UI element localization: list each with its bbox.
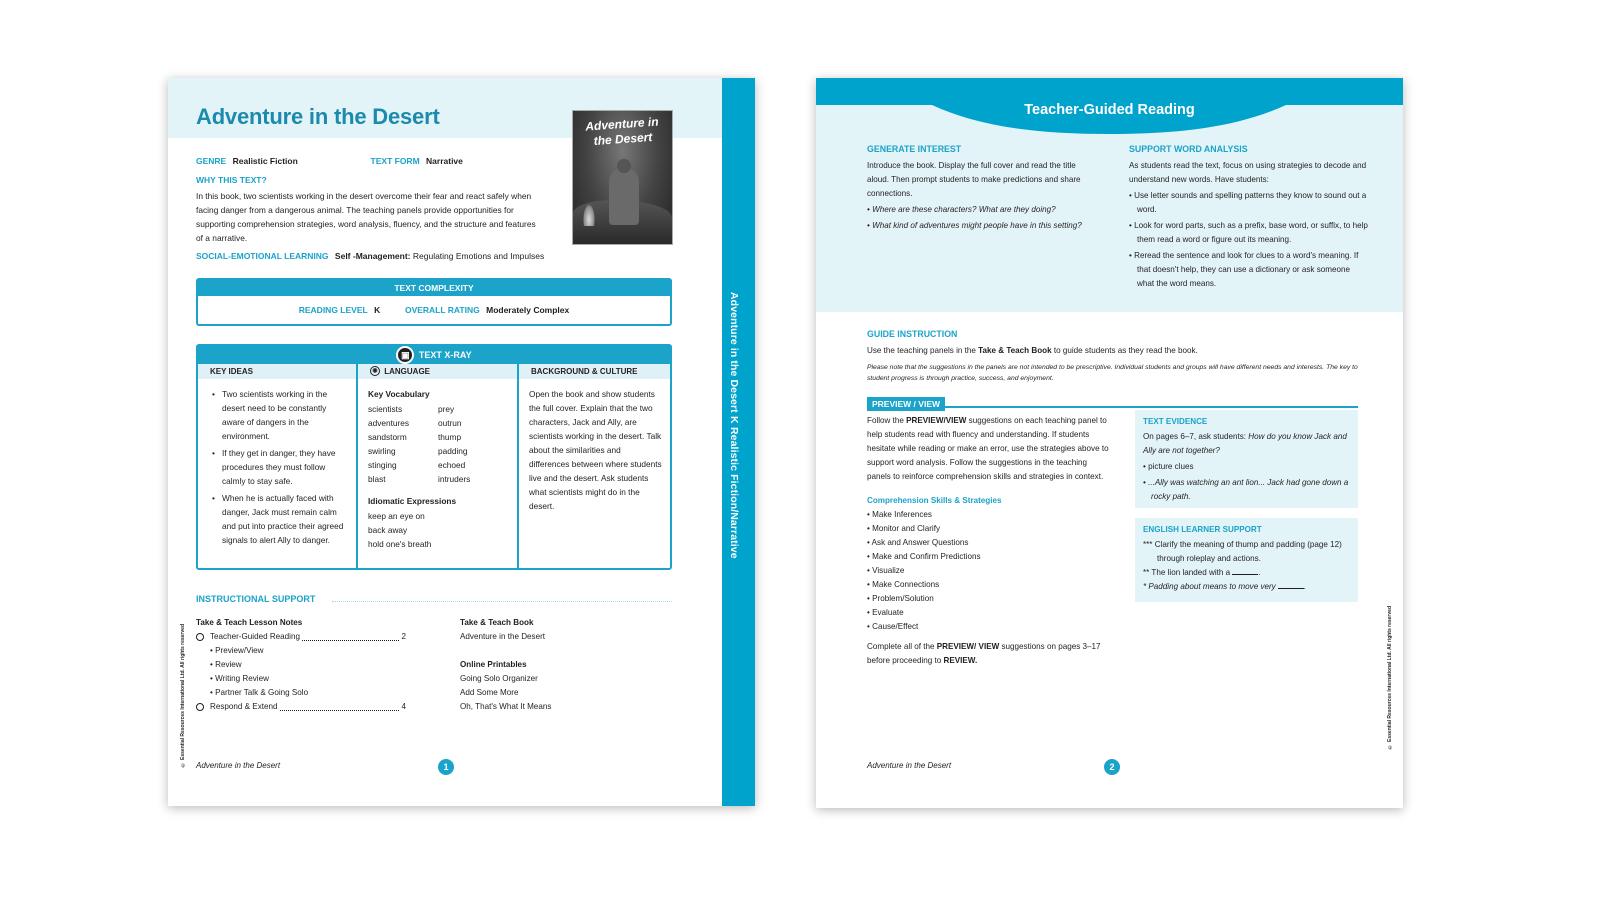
word-analysis-list	[1129, 189, 1369, 291]
vocab-word: scientists	[368, 404, 403, 414]
list-item: • Two scientists working in the desert need to be constantly aware of dangers in the environment.	[208, 387, 348, 443]
page-1	[168, 78, 755, 806]
text-evidence-heading: TEXT EVIDENCE	[1143, 417, 1208, 426]
text-evidence-box	[1135, 410, 1358, 508]
el-support-heading: ENGLISH LEARNER SUPPORT	[1143, 525, 1262, 534]
guide-instruction-body	[867, 344, 1367, 358]
footer-book-title: Adventure in the Desert	[196, 761, 281, 770]
fill-in-blank	[1232, 574, 1258, 575]
vocab-word: padding	[438, 446, 468, 456]
generate-interest-heading: GENERATE INTEREST	[867, 144, 962, 154]
key-ideas-column	[198, 364, 358, 568]
list-item: • When he is actually faced with danger, Jack must remain calm and put into practice their agreed signals to alert Ally to danger.	[208, 491, 348, 547]
level-mark: *	[1143, 582, 1147, 591]
page-title: Adventure in the Desert	[196, 104, 440, 129]
text-evidence-list	[1143, 460, 1350, 504]
text-italic: How do you know Jack and Ally are not together?	[1143, 432, 1347, 455]
vocab-word: outrun	[438, 418, 462, 428]
text: to guide students as they read the book.	[1051, 346, 1198, 355]
side-tab	[722, 78, 755, 806]
side-tab-text	[728, 292, 740, 558]
list-item: • Reread the sentence and look for clues to a word's meaning. If that doesn't help, they can use a dictionary or ask someone what the word means.	[1129, 249, 1369, 291]
text: suggestions on each teaching panel to help students read with fluency and understanding. If students hesitate while reading or make an error, use the strategies above to support word analysis. Follow the suggestions in the teaching panels to reinforce comprehension skills and strategies in context.	[867, 416, 1109, 481]
toc-page-number: 4	[401, 702, 406, 711]
vocab-word: echoed	[438, 460, 466, 470]
language-header	[358, 364, 517, 379]
printable-item[interactable]: Oh, That's What It Means	[460, 702, 552, 711]
overall-rating-label: OVERALL RATING	[404, 305, 480, 315]
list-item: • Where are these characters? What are they doing?	[867, 203, 1095, 217]
list-item: • ...Ally was watching an ant lion... Jack had gone down a rocky path.	[1143, 476, 1350, 504]
online-printables-heading: Online Printables	[460, 660, 527, 669]
checkbox-circle-icon	[196, 703, 204, 711]
text: Clarify the meaning of thump and padding (page 12) through roleplay and actions.	[1154, 540, 1342, 563]
cover-title	[572, 114, 673, 151]
text-form-value: Narrative	[426, 156, 463, 166]
why-this-text-heading: WHY THIS TEXT?	[196, 175, 267, 185]
preview-view-tag: PREVIEW / VIEW	[867, 397, 945, 411]
toc-sub-item: • Preview/View	[196, 644, 406, 658]
text-form-label: TEXT FORM	[370, 156, 420, 166]
book-and-printables	[460, 616, 660, 714]
fill-in-blank	[1278, 588, 1304, 589]
toc-item-respond-extend[interactable]	[196, 700, 406, 714]
list-item: • Monitor and Clarify	[867, 522, 1111, 536]
toc-page-number: 2	[401, 632, 406, 641]
list-item: • Visualize	[867, 564, 1111, 578]
idiom: back away	[368, 525, 408, 535]
text-complexity-values	[198, 296, 670, 324]
english-learner-support-box	[1135, 518, 1358, 602]
text: Padding about means to move very	[1148, 582, 1276, 591]
reading-level-value: K	[374, 305, 381, 315]
language-column	[358, 364, 519, 568]
sel-row	[196, 251, 544, 261]
book-icon: ▣	[396, 346, 414, 364]
list-item: • Make Inferences	[867, 508, 1111, 522]
genre-label: GENRE	[196, 156, 227, 166]
key-ideas-list	[208, 387, 348, 547]
list-item: • Use letter sounds and spelling patterns they know to sound out a word.	[1129, 189, 1369, 217]
comprehension-skills-list	[867, 508, 1111, 634]
text: The lion landed with a	[1151, 568, 1231, 577]
vocab-word: stinging	[368, 460, 397, 470]
list-item: • Make and Confirm Predictions	[867, 550, 1111, 564]
why-this-text-body: In this book, two scientists working in the desert overcome their fear and react safely when facing danger from a dangerous animal. The teaching panels provide opportunities for supporting comprehension strategies, word analysis, fluency, and the structure and features of a narrative.	[196, 191, 536, 243]
guide-instruction-section	[867, 327, 1367, 384]
page-number-badge: 1	[438, 759, 454, 775]
list-item: • Cause/Effect	[867, 620, 1111, 634]
key-vocabulary-heading: Key Vocabulary	[368, 389, 430, 399]
background-culture-column	[519, 364, 670, 568]
text-xray-title: TEXT X-RAY	[418, 350, 472, 360]
key-ideas-header: KEY IDEAS	[198, 364, 356, 379]
toc-label: Teacher-Guided Reading	[210, 632, 300, 641]
page-title: Teacher-Guided Reading	[1024, 102, 1195, 118]
toc-sub-item: • Partner Talk & Going Solo	[196, 686, 406, 700]
guide-instruction-note: Please note that the suggestions in the panels are not intended to be prescriptive. Individual students and groups will have different needs and interests. The key to student progress is through practice, success, and enjoyment.	[867, 364, 1358, 382]
overall-rating-value: Moderately Complex	[486, 305, 570, 315]
dotted-divider	[332, 601, 672, 602]
language-header-label: LANGUAGE	[384, 367, 431, 376]
text-xray-heading	[198, 346, 670, 364]
text: Follow the	[867, 416, 907, 425]
complete-instruction	[867, 640, 1111, 668]
cover-title-line-1: Adventure in	[584, 114, 660, 134]
sel-value-bold: Self -Management:	[334, 251, 411, 261]
language-icon: ◉	[370, 366, 380, 376]
footer-book-title: Adventure in the Desert	[867, 761, 952, 770]
el-support-line-1	[1143, 538, 1350, 566]
text: On pages 6–7, ask students:	[1143, 432, 1249, 441]
toc-sub-item: • Writing Review	[196, 672, 406, 686]
list-item: • Problem/Solution	[867, 592, 1111, 606]
book-cover-image	[572, 110, 673, 245]
list-item: • What kind of adventures might people have in this setting?	[867, 219, 1095, 233]
toc-item-teacher-guided-reading[interactable]	[196, 630, 406, 644]
take-teach-book-name: Adventure in the Desert	[460, 632, 546, 641]
side-tab-title: Adventure in the Desert	[728, 292, 740, 413]
copyright-notice: © Essential Resources International Ltd. All rights reserved	[1387, 606, 1393, 750]
background-culture-header: BACKGROUND & CULTURE	[519, 364, 670, 379]
text-complexity-box	[196, 278, 672, 326]
text: Complete all of the	[867, 642, 937, 651]
list-item: • If they get in danger, they have procedures they must follow calmly to stay safe.	[208, 446, 348, 488]
text-bold: PREVIEW/ VIEW	[936, 642, 1000, 651]
text: Use the teaching panels in the	[867, 346, 979, 355]
guide-instruction-heading: GUIDE INSTRUCTION	[867, 329, 958, 339]
preview-view-section	[867, 414, 1111, 668]
vocab-word: sandstorm	[368, 432, 407, 442]
lesson-notes-heading: Take & Teach Lesson Notes	[196, 618, 303, 627]
side-tab-level: K	[728, 415, 740, 424]
cover-title-line-2: the Desert	[593, 129, 653, 149]
text: suggestions on pages 3–17 before proceeding to	[867, 642, 1101, 665]
text-complexity-heading: TEXT COMPLEXITY	[198, 280, 670, 296]
vocab-word: thump	[438, 432, 462, 442]
cover-figure-head	[617, 159, 631, 173]
generate-interest-list	[867, 203, 1095, 233]
take-teach-book-heading: Take & Teach Book	[460, 618, 534, 627]
vocab-word: adventures	[368, 418, 410, 428]
genre-row	[196, 156, 463, 166]
preview-view-body	[867, 414, 1111, 484]
word-analysis-heading: SUPPORT WORD ANALYSIS	[1129, 144, 1248, 154]
sel-label: SOCIAL-EMOTIONAL LEARNING	[196, 251, 329, 261]
idiomatic-expressions-heading: Idiomatic Expressions	[368, 496, 457, 506]
list-item: • Evaluate	[867, 606, 1111, 620]
side-tab-genre: Realistic Fiction/Narrative	[728, 426, 740, 559]
checkbox-circle-icon	[196, 633, 204, 641]
list-item: • picture clues	[1143, 460, 1350, 474]
text-bold: PREVIEW/VIEW	[906, 416, 967, 425]
instructional-support-heading: INSTRUCTIONAL SUPPORT	[196, 594, 316, 604]
idiom: keep an eye on	[368, 511, 425, 521]
list-item: • Ask and Answer Questions	[867, 536, 1111, 550]
level-mark: **	[1143, 568, 1150, 577]
text-bold: Take & Teach Book	[978, 346, 1052, 355]
genre-value: Realistic Fiction	[232, 156, 298, 166]
vocab-word: prey	[438, 404, 455, 414]
vocabulary-grid	[368, 402, 509, 486]
sel-value: Regulating Emotions and Impulses	[412, 251, 545, 261]
printable-item[interactable]: Going Solo Organizer	[460, 674, 538, 683]
vocab-word: intruders	[438, 474, 471, 484]
text-evidence-prompt	[1143, 430, 1350, 458]
background-culture-text: Open the book and show students the full cover. Explain that the two characters, Jack and Ally, are scientists working in the desert. Talk about the similarities and differences between where students live and the desert. Ask students what scientists might do in the desert.	[529, 389, 662, 511]
copyright-notice: © Essential Resources International Ltd. All rights reserved	[180, 624, 186, 768]
comprehension-skills-heading: Comprehension Skills & Strategies	[867, 496, 1002, 505]
text-xray-table	[196, 344, 672, 570]
toc-label: Respond & Extend	[210, 702, 278, 711]
vocab-word: blast	[368, 474, 386, 484]
lesson-notes	[196, 616, 406, 714]
generate-interest-body: Introduce the book. Display the full cover and read the title aloud. Then prompt students to make predictions and share connections.	[867, 161, 1081, 198]
leader-dots	[302, 640, 399, 641]
list-item: • Make Connections	[867, 578, 1111, 592]
cover-figure	[609, 169, 639, 225]
word-analysis-section	[1129, 142, 1369, 291]
generate-interest-section	[867, 142, 1095, 233]
toc-sub-item: • Review	[196, 658, 406, 672]
reading-level-label: READING LEVEL	[298, 305, 368, 315]
page-2	[816, 78, 1403, 808]
word-analysis-body: As students read the text, focus on using strategies to decode and understand new words. Have students:	[1129, 161, 1367, 184]
list-item: • Look for word parts, such as a prefix, base word, or suffix, to help them read a word or figure out its meaning.	[1129, 219, 1369, 247]
preview-view-bar	[867, 394, 1358, 408]
el-support-line-2: ** The lion landed with a .	[1143, 568, 1261, 577]
level-mark: ***	[1143, 540, 1153, 549]
cover-campfire	[583, 204, 595, 226]
printable-item[interactable]: Add Some More	[460, 688, 519, 697]
el-support-line-3: * Padding about means to move very .	[1143, 582, 1307, 591]
idiom: hold one's breath	[368, 539, 432, 549]
page-number-badge: 2	[1104, 759, 1120, 775]
vocab-word: swirling	[368, 446, 396, 456]
leader-dots	[280, 710, 400, 711]
text-bold: REVIEW.	[943, 656, 978, 665]
